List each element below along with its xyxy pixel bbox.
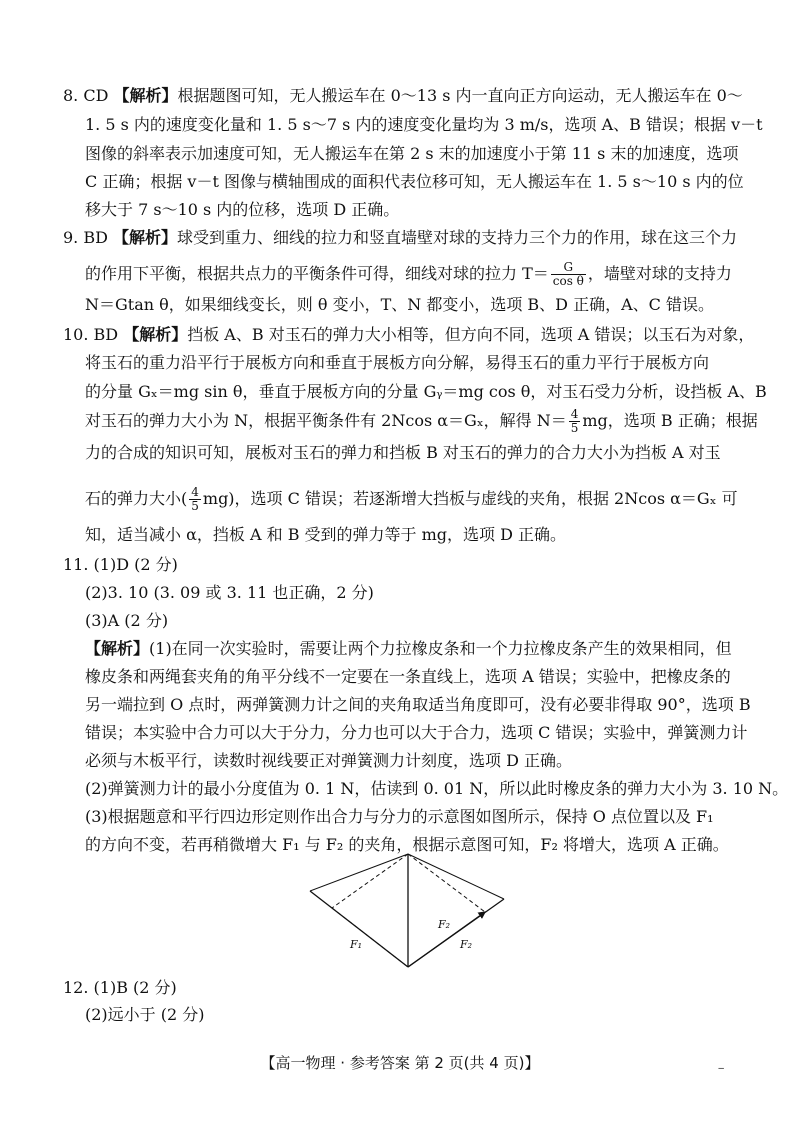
corner-mark: ‒: [718, 1063, 725, 1074]
q8-line-2: 1. 5 s 内的速度变化量和 1. 5 s～7 s 内的速度变化量均为 3 m/s，选项 A、B 错误；根据 v－t: [85, 115, 763, 134]
q8-line-3: 图像的斜率表示加速度可知，无人搬运车在第 2 s 末的加速度小于第 11 s 末的加速度，选项: [85, 144, 739, 163]
q10-fraction-n: $\frac{4}{5}$: [570, 407, 579, 435]
q9-fraction: $\frac{G}{\text{cos θ}}$: [552, 260, 584, 288]
q11-line-9: (2)弹簧测力计的最小分度值为 0. 1 N，估读到 0. 01 N，所以此时橡皮条的弹力大小为 3. 10 N。: [85, 779, 789, 798]
q11-line-5: 橡皮条和两绳套夹角的角平分线不一定要在一条直线上，选项 A 错误；实验中，把橡皮条的: [85, 667, 731, 686]
resultant-to-f1-side: [310, 854, 408, 891]
q10-line-3: 的分量 Gₓ＝mg sin θ，垂直于展板方向的分量 Gᵧ＝mg cos θ，对玉石受力分析，设挡板 A、B: [85, 382, 767, 401]
dashed-parallel-2: [408, 854, 485, 912]
q11-line-10: (3)根据题意和平行四边形定则作出合力与分力的示意图如图所示，保持 O 点位置以及 F₁: [85, 807, 714, 826]
q10-line-7: 知，适当减小 α，挡板 A 和 B 受到的弹力等于 mg，选项 D 正确。: [85, 525, 567, 544]
q11-analysis-tag: 【解析】: [85, 639, 150, 658]
q10-line-5: 力的合成的知识可知，展板对玉石的弹力和挡板 B 对玉石的弹力的合力大小为挡板 A 对玉: [85, 443, 721, 462]
q10-analysis-tag: 【解析】: [123, 325, 188, 344]
q9-line-2: 的作用下平衡，根据共点力的平衡条件可得，细线对球的拉力 T＝ $\frac{G}{\text{cos θ}}$ ，墙壁对球的支持力: [85, 260, 732, 288]
label-f1: F₁: [350, 938, 363, 951]
q8-analysis-tag: 【解析】: [113, 86, 178, 105]
q8-line-5: 移大于 7 s～10 s 内的位移，选项 D 正确。: [85, 200, 400, 219]
q8-line-1: 8. CD 【解析】根据题图可知，无人搬运车在 0～13 s 内一直向正方向运动，无人搬运车在 0～: [63, 86, 743, 105]
dashed-parallel-1: [332, 854, 408, 908]
q11-line-4: 【解析】(1)在同一次实验时，需要让两个力拉橡皮条和一个力拉橡皮条产生的效果相同，但: [85, 639, 732, 658]
q10-line-2: 将玉石的重力沿平行于展板方向和垂直于展板方向分解，易得玉石的重力平行于展板方向: [85, 353, 710, 372]
q9-line-1: 9. BD 【解析】球受到重力、细线的拉力和竖直墙壁对球的支持力三个力的作用，球在这三个力: [63, 228, 738, 247]
q11-line-8: 必须与木板平行，读数时视线要正对弹簧测力计刻度，选项 D 正确。: [85, 751, 573, 770]
q10-line-6: 石的弹力大小( $\frac{4}{5}$ mg)，选项 C 错误；若逐渐增大挡板与虚线的夹角，根据 2Ncos α＝Gₓ 可: [85, 485, 738, 513]
q9-line-3: N＝Gtan θ，如果细线变长，则 θ 变小，T、N 都变小，选项 B、D 正确，A、C 错误。: [85, 295, 714, 314]
q11-line-11: 的方向不变，若再稍微增大 F₁ 与 F₂ 的夹角，根据示意图可知，F₂ 将增大，选项 A 正确。: [85, 835, 729, 854]
q12-answer-2: (2)远小于 (2 分): [85, 1005, 205, 1024]
q9-analysis-tag: 【解析】: [113, 228, 178, 247]
label-f2-dashed: F₂: [460, 938, 473, 951]
q11-answer-3: (3)A (2 分): [85, 611, 169, 630]
q11-answer-2: (2)3. 10 (3. 09 或 3. 11 也正确，2 分): [85, 583, 374, 602]
q12-answer-1: 12. (1)B (2 分): [63, 978, 177, 997]
q11-line-6: 另一端拉到 O 点时，两弹簧测力计之间的夹角取适当角度即可，没有必要非得取 90°，选项 B: [85, 695, 751, 714]
label-f2-solid: F₂: [438, 918, 451, 931]
force-parallelogram-diagram: [290, 848, 520, 973]
page-footer: 【高一物理 · 参考答案 第 2 页(共 4 页)】: [260, 1054, 540, 1072]
q11-line-7: 错误；本实验中合力可以大于分力，分力也可以大于合力，选项 C 错误；实验中，弹簧测力计: [85, 723, 748, 742]
resultant-to-f2-side: [408, 854, 504, 899]
q8-line-4: C 正确；根据 v－t 图像与横轴围成的面积代表位移可知，无人搬运车在 1. 5 s～10 s 内的位: [85, 172, 744, 191]
q10-line-1: 10. BD 【解析】挡板 A、B 对玉石的弹力大小相等，但方向不同，选项 A 错误；以玉石为对象，: [63, 325, 755, 344]
q10-fraction-force: $\frac{4}{5}$: [191, 485, 199, 513]
q11-answer-1: 11. (1)D (2 分): [63, 555, 178, 574]
q10-line-4: 对玉石的弹力大小为 N，根据平衡条件有 2Ncos α＝Gₓ，解得 N＝ $\frac{4}{5}$ mg，选项 B 正确；根据: [85, 407, 758, 435]
